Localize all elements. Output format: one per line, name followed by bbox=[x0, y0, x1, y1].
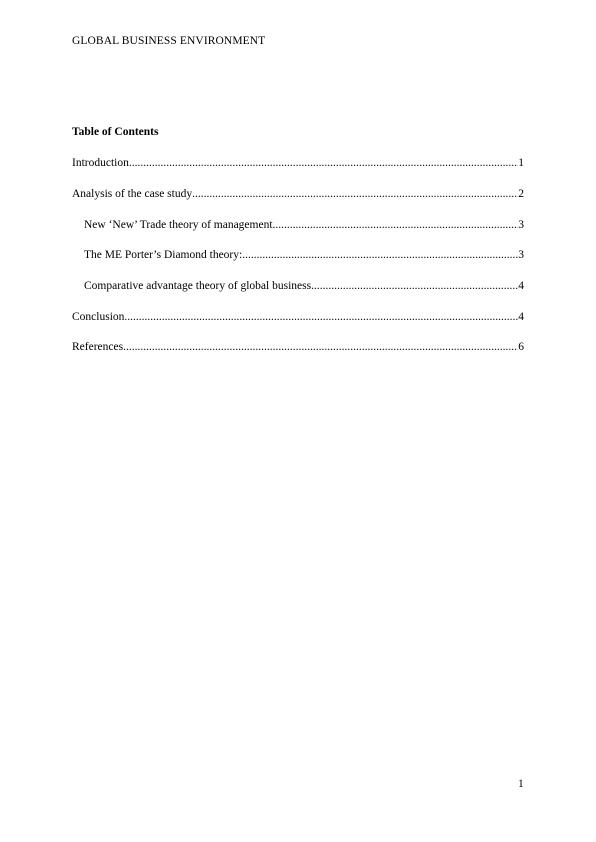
toc-entry-references[interactable] bbox=[72, 341, 524, 357]
page-number: 1 bbox=[518, 778, 524, 790]
toc-entry-page: 4 bbox=[518, 311, 524, 323]
toc-entry-page: 2 bbox=[518, 188, 524, 200]
dot-leader bbox=[242, 249, 518, 261]
toc-heading: Table of Contents bbox=[72, 126, 159, 138]
dot-leader bbox=[273, 219, 519, 231]
toc-entry-label: New ‘New’ Trade theory of management bbox=[84, 219, 273, 231]
toc-entry-page: 4 bbox=[518, 280, 524, 292]
toc-entry-page: 3 bbox=[518, 249, 524, 261]
toc-entry-comparative-advantage[interactable] bbox=[84, 280, 524, 296]
dot-leader bbox=[192, 188, 518, 200]
toc-entry-label: Conclusion bbox=[72, 311, 125, 323]
toc-entry-page: 1 bbox=[518, 157, 524, 169]
dot-leader bbox=[123, 341, 518, 353]
toc-entry-new-trade-theory[interactable] bbox=[84, 219, 524, 235]
toc-entry-introduction[interactable] bbox=[72, 157, 524, 173]
toc-entry-label: References bbox=[72, 341, 124, 353]
toc-entry-label: Analysis of the case study bbox=[72, 188, 193, 200]
dot-leader bbox=[311, 280, 518, 292]
toc-entry-page: 6 bbox=[518, 341, 524, 353]
toc-entry-diamond-theory[interactable] bbox=[84, 249, 524, 265]
toc-entry-page: 3 bbox=[518, 219, 524, 231]
toc-entry-label: The ME Porter’s Diamond theory: bbox=[84, 249, 243, 261]
running-header: GLOBAL BUSINESS ENVIRONMENT bbox=[72, 35, 266, 47]
toc-entry-conclusion[interactable] bbox=[72, 311, 524, 327]
dot-leader bbox=[124, 311, 518, 323]
toc-entry-label: Comparative advantage theory of global business bbox=[84, 280, 312, 292]
toc-entry-analysis[interactable] bbox=[72, 188, 524, 204]
dot-leader bbox=[129, 157, 518, 169]
toc-entry-label: Introduction bbox=[72, 157, 129, 169]
